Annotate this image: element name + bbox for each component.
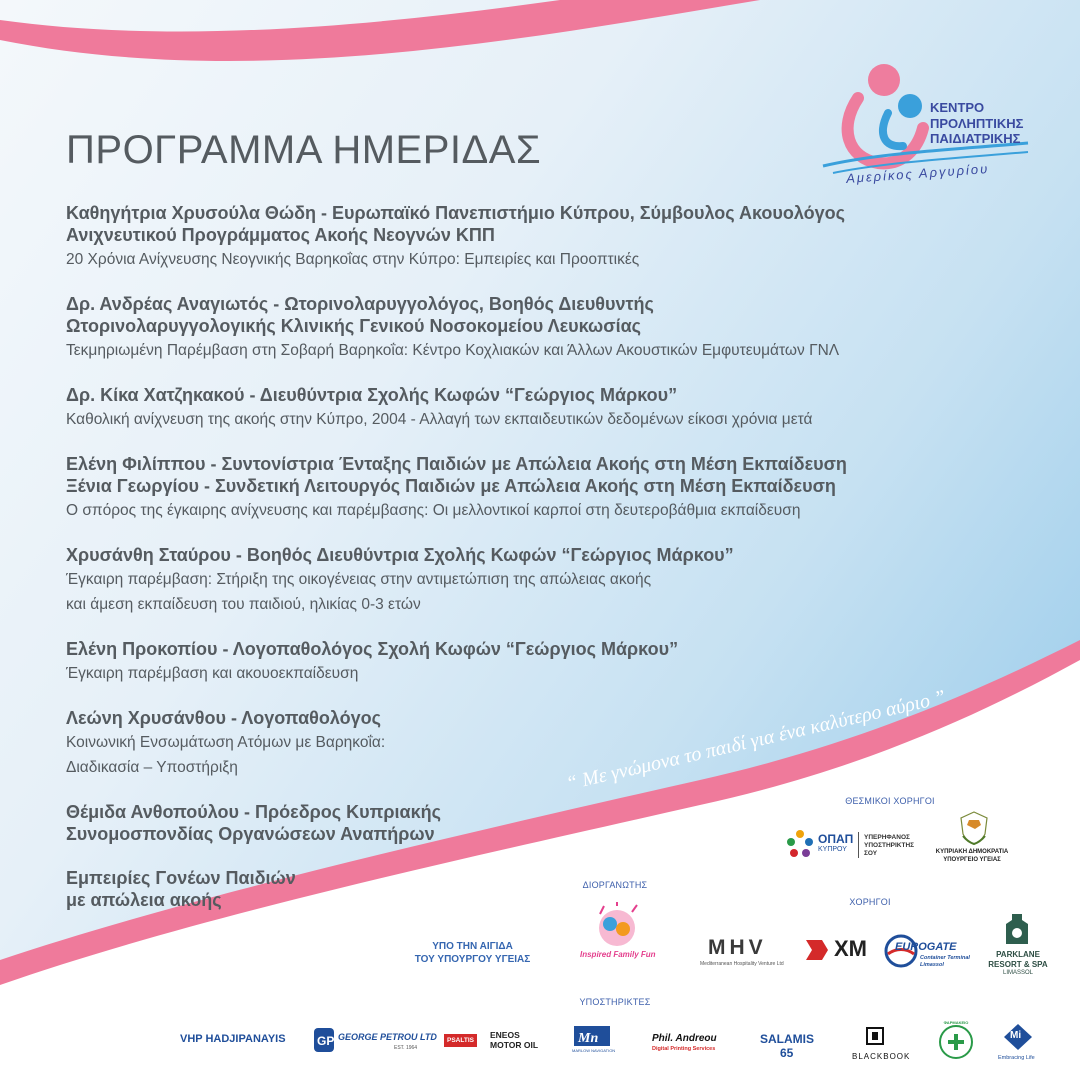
phil-andreou-logo: Phil. Andreou <box>652 1033 717 1044</box>
opap-logo: ΟΠΑΠ <box>818 832 854 846</box>
marlow-icon <box>574 1026 610 1050</box>
xm-logo: XM <box>834 936 867 961</box>
xm-mark-icon <box>806 938 836 962</box>
george-petrou-logo: GEORGE PETROU LTD <box>338 1032 437 1042</box>
topic-line: Καθολική ανίχνευση της ακοής στην Κύπρο, 2004 - Αλλαγή των εκπαιδευτικών δεδομένων είκοσι χρόνια μετά <box>66 411 813 428</box>
eneos-logo: ENEOS MOTOR OIL <box>490 1030 539 1050</box>
george-petrou-est: EST. 1964 <box>394 1045 418 1051</box>
topic-line: Έγκαιρη παρέμβαση: Στήριξη της οικογένειας στην αντιμετώπιση της απώλειας ακοής <box>66 571 652 588</box>
logo-subtitle: Αμερίκος Αργυρίου <box>845 161 990 186</box>
parklane-crest-icon <box>1004 914 1030 946</box>
eurogate-logo: EUROGATE <box>895 941 957 953</box>
parklane-city: LIMASSOL <box>1002 970 1033 976</box>
opap-divider <box>858 832 859 858</box>
speaker-line: Θέμιδα Ανθοπούλου - Πρόεδρος Κυπριακής <box>66 802 441 822</box>
supporters-label: ΥΠΟΣΤΗΡΙΚΤΕΣ <box>579 997 651 1007</box>
opap-star-icon <box>786 828 814 858</box>
salamis-years: 65 <box>780 1046 794 1060</box>
speaker-line: Λεώνη Χρυσάνθου - Λογοπαθολόγος <box>66 708 382 728</box>
george-petrou-icon <box>314 1028 334 1052</box>
speaker-line: Εμπειρίες Γονέων Παιδιών <box>66 868 296 888</box>
speaker-line: Καθηγήτρια Χρυσούλα Θώδη - Ευρωπαϊκό Πανεπιστήμιο Κύπρου, Σύμβουλος Ακουολόγος <box>66 203 846 223</box>
speaker-line: Δρ. Ανδρέας Αναγιωτός - Ωτορινολαρυγγολόγος, Βοηθός Διευθυντής <box>66 294 654 314</box>
speaker-line: Ωτορινολαρυγγολογικής Κλινικής Γενικού Νοσοκομείου Λευκωσίας <box>66 316 641 336</box>
speaker-line: Χρυσάνθη Σταύρου - Βοηθός Διευθύντρια Σχολής Κωφών “Γεώργιος Μάρκου” <box>66 545 734 565</box>
speaker-line: Συνομοσπονδίας Οργανώσεων Αναπήρων <box>66 824 435 844</box>
aigida-line1: ΥΠΟ ΤΗΝ ΑΙΓΙΔΑ <box>432 941 513 952</box>
topic-line: 20 Χρόνια Ανίχνευσης Νεογνικής Βαρηκοΐας στην Κύπρο: Εμπειρίες και Προοπτικές <box>66 251 640 268</box>
speaker-line: Ανιχνευτικού Προγράμματος Ακοής Νεογνών ΚΠΠ <box>66 225 495 245</box>
speaker-line: Δρ. Κίκα Χατζηκακού - Διευθύντρια Σχολής Κωφών “Γεώργιος Μάρκου” <box>66 385 678 405</box>
parklane-logo: PARKLANE <box>996 950 1040 959</box>
motto-text: “ Με γνώμονα το παιδί για ένα καλύτερο αύριο ” <box>564 686 948 795</box>
speaker-line: με απώλεια ακοής <box>66 890 222 910</box>
mhv-sub: Mediterranean Hospitality Venture Ltd <box>700 961 784 967</box>
blackbook-icon <box>866 1027 884 1045</box>
aigida-text <box>385 940 560 966</box>
topic-line: και άμεση εκπαίδευση του παιδιού, ηλικίας 0-3 ετών <box>66 596 421 613</box>
mhv-logo: MHV <box>708 936 767 959</box>
vhp-logo: VHP HADJIPANAYIS <box>180 1033 286 1045</box>
topic-line: Ο σπόρος της έγκαιρης ανίχνευσης και παρέμβασης: Οι μελλοντικοί καρποί στη δευτεροβάθμια εκπαίδευση <box>66 502 801 519</box>
phil-andreou-sub: Digital Printing Services <box>652 1046 716 1052</box>
eurogate-sub: Container Terminal Limassol <box>920 955 970 968</box>
opap-tagline: ΥΠΕΡΗΦΑΝΟΣ ΥΠΟΣΤΗΡΙΚΤΗΣ ΣΟΥ <box>864 834 915 857</box>
speaker-line: Ξένια Γεωργίου - Συνδετική Λειτουργός Παιδιών με Απώλεια Ακοής στη Μέση Εκπαίδευση <box>66 476 836 496</box>
svg-text:Mn: Mn <box>578 1031 599 1046</box>
mi-group-sub: Embracing Life <box>998 1055 1035 1061</box>
topic-line: Διαδικασία – Υποστήριξη <box>66 759 238 776</box>
marlow-logo: MARLOW NAVIGATION <box>572 1048 616 1053</box>
page-title: ΠΡΟΓΡΑΜΜΑ ΗΜΕΡΙΔΑΣ <box>66 128 542 172</box>
organizer-label: ΔΙΟΡΓΑΝΩΤΗΣ <box>582 880 648 890</box>
parklane-sub: RESORT & SPA <box>988 960 1048 969</box>
aigida-line2: ΤΟΥ ΥΠΟΥΡΓΟΥ ΥΓΕΙΑΣ <box>414 954 531 965</box>
institutional-sponsors-label: ΘΕΣΜΙΚΟΙ ΧΟΡΗΓΟΙ <box>845 796 935 806</box>
logo-line2: ΠΡΟΛΗΠΤΙΚΗΣ <box>930 115 1024 131</box>
logo-line1: ΚΕΝΤΡΟ <box>930 100 985 115</box>
pharmacy-logo: ΦΑΡΜΑΚΕΙΟ <box>943 1020 969 1025</box>
cyprus-emblem-icon <box>957 810 991 846</box>
topic-line: Τεκμηριωμένη Παρέμβαση στη Σοβαρή Βαρηκοΐα: Κέντρο Κοχλιακών και Άλλων Ακουστικών Εμφυτευμάτων ΓΝΛ <box>66 342 840 359</box>
svg-text:GP: GP <box>317 1034 334 1048</box>
inspired-family-fun-icon <box>592 902 642 950</box>
topic-line: Κοινωνική Ενσωμάτωση Ατόμων με Βαρηκοΐα: <box>66 734 386 751</box>
speaker-line: Ελένη Φιλίππου - Συντονίστρια Ένταξης Παιδιών με Απώλεια Ακοής στη Μέση Εκπαίδευση <box>66 454 847 474</box>
sponsors-label: ΧΟΡΗΓΟΙ <box>849 897 891 907</box>
topic-line: Έγκαιρη παρέμβαση και ακουοεκπαίδευση <box>66 665 359 682</box>
speaker-line: Ελένη Προκοπίου - Λογοπαθολόγος Σχολή Κωφών “Γεώργιος Μάρκου” <box>66 639 679 659</box>
psaltis-logo: PSALTIS <box>444 1034 477 1047</box>
mi-group-logo: Mi <box>1010 1030 1022 1041</box>
blackbook-logo: BLACKBOOK <box>852 1052 911 1061</box>
salamis-logo: SALAMIS <box>760 1032 814 1046</box>
pharmacy-icon <box>938 1024 974 1060</box>
ministry-logo-text: ΚΥΠΡΙΑΚΗ ΔΗΜΟΚΡΑΤΙΑ ΥΠΟΥΡΓΕΙΟ ΥΓΕΙΑΣ <box>935 849 1009 863</box>
logo-line3: ΠΑΙΔΙΑΤΡΙΚΗΣ <box>930 131 1021 146</box>
inspired-family-fun-logo: Inspired Family Fun <box>580 950 656 959</box>
opap-sub: ΚΥΠΡΟΥ <box>818 846 847 853</box>
